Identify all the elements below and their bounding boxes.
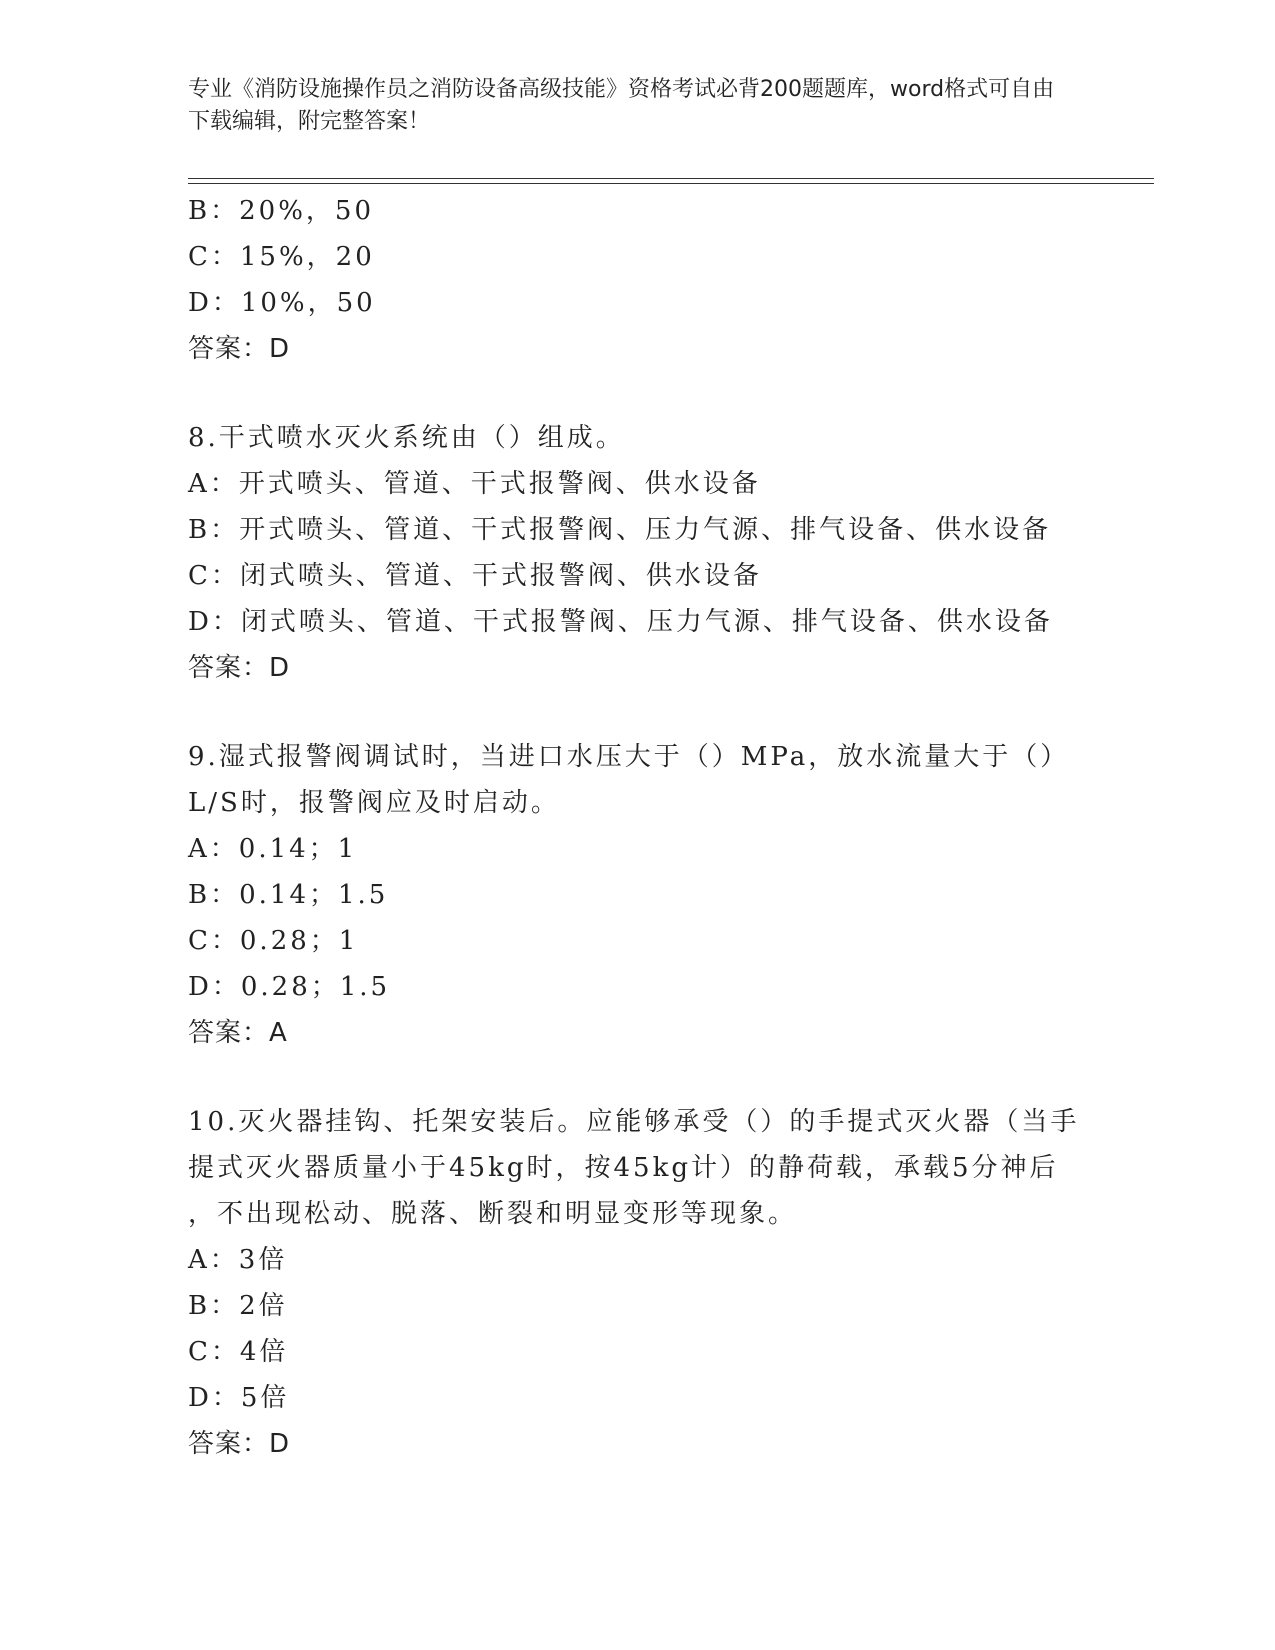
question-text-line-1: 10.灭火器挂钩、托架安装后。应能够承受（）的手提式灭火器（当手 — [188, 1107, 1080, 1137]
option-c: C：15%，20 — [188, 242, 375, 272]
header-rule-bottom — [188, 183, 1154, 184]
option-b: B：0.14；1.5 — [188, 880, 389, 910]
answer-line: 答案：D — [188, 653, 291, 683]
answer-line: 答案：D — [188, 334, 291, 364]
option-a: A：0.14；1 — [188, 834, 358, 864]
option-c: C：闭式喷头、管道、干式报警阀、供水设备 — [188, 561, 762, 591]
document-header: 专业《消防设施操作员之消防设备高级技能》资格考试必背200题题库，word格式可自由下载编辑，附完整答案！ — [188, 77, 1055, 134]
option-d: D：闭式喷头、管道、干式报警阀、压力气源、排气设备、供水设备 — [188, 607, 1053, 637]
question-7-continued — [188, 188, 1088, 372]
question-text-line-2: L/S时，报警阀应及时启动。 — [188, 788, 560, 818]
option-c: C：4倍 — [188, 1337, 289, 1367]
question-8 — [188, 415, 1088, 691]
option-d: D：5倍 — [188, 1383, 290, 1413]
option-b: B：开式喷头、管道、干式报警阀、压力气源、排气设备、供水设备 — [188, 515, 1052, 545]
header-rule-top — [188, 178, 1154, 179]
question-10 — [188, 1099, 1088, 1467]
option-d: D：10%，50 — [188, 288, 376, 318]
answer-line: 答案：A — [188, 1018, 288, 1048]
option-b: B：20%，50 — [188, 196, 374, 226]
answer-line: 答案：D — [188, 1429, 291, 1459]
option-a: A：3倍 — [188, 1245, 288, 1275]
option-c: C：0.28；1 — [188, 926, 359, 956]
question-text-line-2: 提式灭火器质量小于45kg时，按45kg计）的静荷载，承载5分神后 — [188, 1153, 1059, 1183]
document-body — [188, 188, 1088, 1467]
option-b: B：2倍 — [188, 1291, 288, 1321]
option-a: A：开式喷头、管道、干式报警阀、供水设备 — [188, 469, 761, 499]
option-d: D：0.28；1.5 — [188, 972, 391, 1002]
question-text: 8.干式喷水灭火系统由（）组成。 — [188, 423, 625, 453]
question-9 — [188, 734, 1088, 1056]
question-text-line-1: 9.湿式报警阀调试时，当进口水压大于（）MPa，放水流量大于（） — [188, 742, 1070, 772]
question-text-line-3: ，不出现松动、脱落、断裂和明显变形等现象。 — [188, 1199, 798, 1229]
